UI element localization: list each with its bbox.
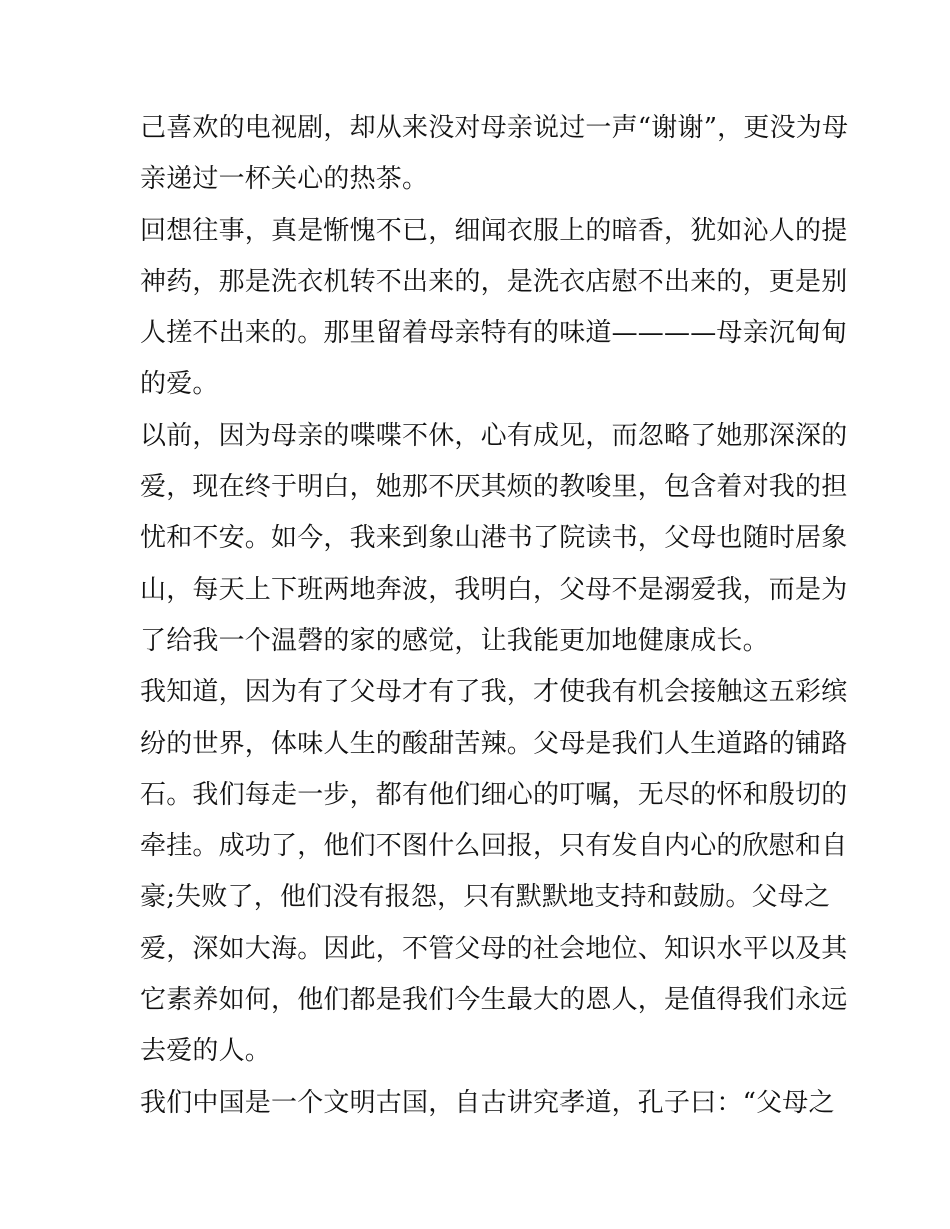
paragraph-3	[140, 411, 848, 667]
text-line: 去爱的人。	[140, 1036, 272, 1067]
text-line: 石。我们每走一步，都有他们细心的叮嘱，无尽的怀和殷切的	[140, 779, 848, 810]
paragraph-4	[140, 667, 848, 1077]
text-line: 牵挂。成功了，他们不图什么回报，只有发自内心的欣慰和自	[140, 831, 848, 862]
paragraph-2	[140, 206, 848, 411]
text-line: 忧和不安。如今，我来到象山港书了院读书，父母也随时居象	[140, 523, 848, 554]
text-line: 亲递过一杯关心的热茶。	[140, 164, 429, 195]
text-line: 了给我一个温磬的家的感觉，让我能更加地健康成长。	[140, 625, 769, 656]
text-line: 我知道，因为有了父母才有了我，才使我有机会接触这五彩缤	[140, 677, 848, 708]
paragraph-1	[140, 103, 849, 206]
paragraph-5	[140, 1078, 835, 1129]
text-line: 己喜欢的电视剧，却从来没对母亲说过一声“谢谢”，更没为母	[140, 113, 849, 143]
text-line: 爱，现在终于明白，她那不厌其烦的教唆里，包含着对我的担	[140, 472, 848, 503]
text-line: 回想往事，真是惭愧不已，细闻衣服上的暗香，犹如沁人的提	[140, 215, 848, 246]
text-line: 豪;失败了，他们没有报怨，只有默默地支持和鼓励。父母之	[140, 882, 831, 913]
text-line: 的爱。	[140, 369, 219, 400]
text-line: 山，每天上下班两地奔波，我明白，父母不是溺爱我，而是为	[140, 574, 848, 605]
text-line: 神药，那是洗衣机转不出来的，是洗衣店慰不出来的，更是别	[140, 266, 848, 297]
text-line: 它素养如何，他们都是我们今生最大的恩人，是值得我们永远	[140, 985, 848, 1016]
text-line: 以前，因为母亲的喋喋不休，心有成见，而忽略了她那深深的	[140, 420, 848, 451]
text-line: 纷的世界，体味人生的酸甜苦辣。父母是我们人生道路的铺路	[140, 728, 848, 759]
text-line: 爱，深如大海。因此，不管父母的社会地位、知识水平以及其	[140, 933, 848, 964]
text-line: 人搓不出来的。那里留着母亲特有的味道————母亲沉甸甸	[140, 318, 848, 349]
document-body	[140, 103, 849, 1129]
text-line: 我们中国是一个文明古国，自古讲究孝道，孔子曰：“父母之	[140, 1087, 835, 1118]
